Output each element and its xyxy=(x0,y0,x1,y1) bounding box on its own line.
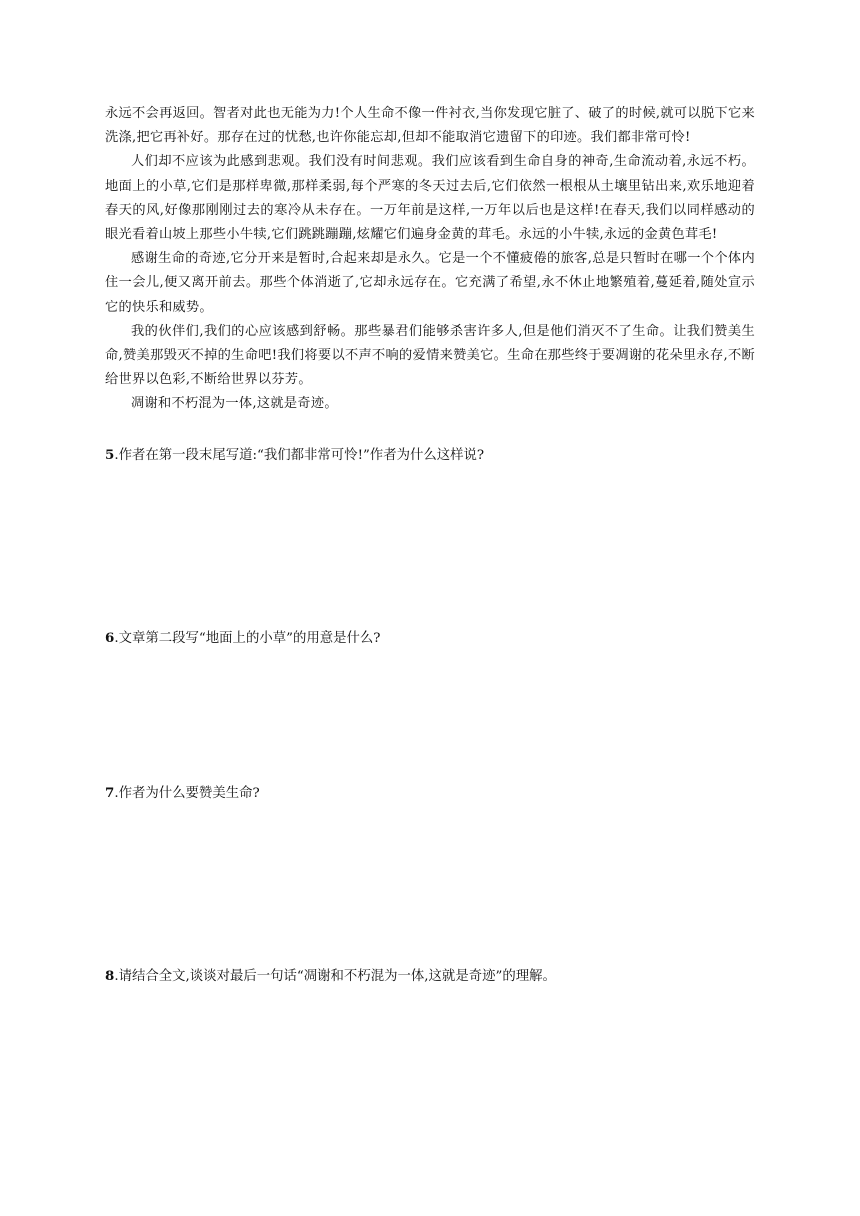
question-text: .文章第二段写“地面上的小草”的用意是什么? xyxy=(114,631,381,646)
question-6 xyxy=(105,627,755,650)
reading-passage xyxy=(105,102,755,417)
passage-paragraph-5: 凋谢和不朽混为一体,这就是奇迹。 xyxy=(131,396,338,412)
question-text: .作者在第一段末尾写道:“我们都非常可怜!”作者为什么这样说? xyxy=(114,448,485,463)
passage-paragraph-2: 人们却不应该为此感到悲观。我们没有时间悲观。我们应该看到生命自身的神奇,生命流动着,永远不朽。地面上的小草,它们是那样卑微,那样柔弱,每个严寒的冬天过去后,它们依然一根根从土壤里钻出来,欢乐地迎着春天的风,好像那刚刚过去的寒冷从未存在。一万年前是这样,一万年以后也是这样!在春天,我们以同样感动的眼光看着山坡上那些小牛犊,它们跳跳蹦蹦,炫耀它们遍身金黄的茸毛。永远的小牛犊,永远的金黄色茸毛! xyxy=(105,154,755,243)
answer-area-5[interactable] xyxy=(105,470,755,620)
question-7 xyxy=(105,782,755,805)
question-8 xyxy=(105,965,755,988)
question-number: 5 xyxy=(105,447,115,463)
question-number: 6 xyxy=(105,630,115,646)
question-number: 7 xyxy=(105,785,115,801)
question-number: 8 xyxy=(105,968,115,984)
answer-area-6[interactable] xyxy=(105,653,755,783)
passage-paragraph-3: 感谢生命的奇迹,它分开来是暂时,合起来却是永久。它是一个不懂疲倦的旅客,总是只暂时在哪一个个体内住一会儿,便又离开前去。那些个体消逝了,它却永远存在。它充满了希望,永不休止地繁殖着,蔓延着,随处宣示它的快乐和威势。 xyxy=(105,251,755,315)
question-text: .请结合全文,谈谈对最后一句话“凋谢和不朽混为一体,这就是奇迹”的理解。 xyxy=(114,969,556,984)
answer-area-7[interactable] xyxy=(105,808,755,958)
question-text: .作者为什么要赞美生命? xyxy=(114,786,260,801)
answer-area-8[interactable] xyxy=(105,991,755,1171)
passage-paragraph-4: 我的伙伴们,我们的心应该感到舒畅。那些暴君们能够杀害许多人,但是他们消灭不了生命。让我们赞美生命,赞美那毁灭不掉的生命吧!我们将要以不声不响的爱情来赞美它。生命在那些终于要凋谢的花朵里永存,不断给世界以色彩,不断给世界以芬芳。 xyxy=(105,323,755,388)
question-5 xyxy=(105,444,755,467)
passage-paragraph-1: 永远不会再返回。智者对此也无能为力!个人生命不像一件衬衣,当你发现它脏了、破了的时候,就可以脱下它来洗涤,把它再补好。那存在过的忧愁,也许你能忘却,但却不能取消它遗留下的印迹。我们都非常可怜! xyxy=(105,106,755,146)
